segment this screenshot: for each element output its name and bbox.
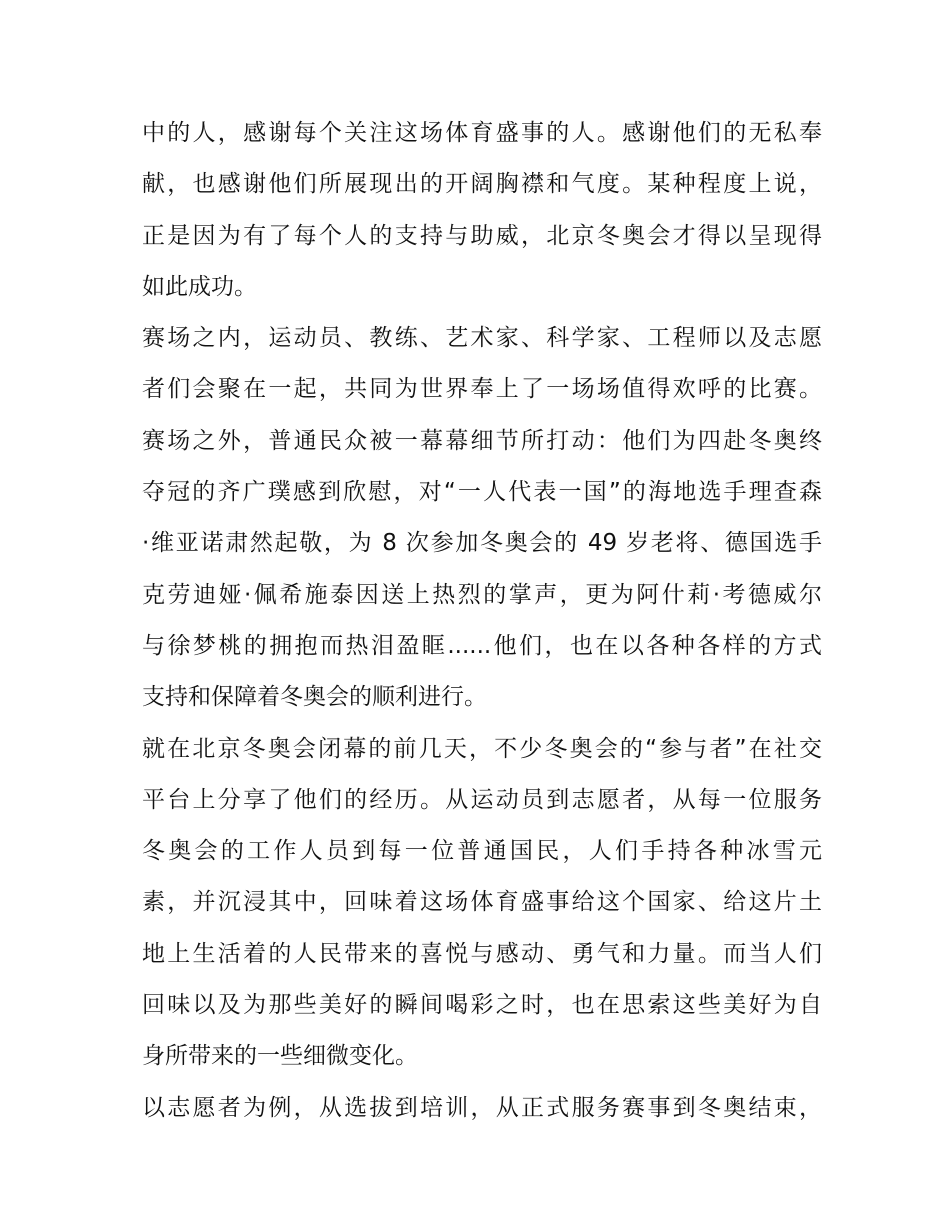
text-line: 素，并沉浸其中，回味着这场体育盛事给这个国家、给这片土: [142, 889, 822, 916]
text-line: 献，也感谢他们所展现出的开阔胸襟和气度。某种程度上说，: [142, 171, 822, 198]
text-line: 地上生活着的人民带来的喜悦与感动、勇气和力量。而当人们: [142, 940, 822, 967]
text-line: 与徐梦桃的拥抱而热泪盈眶......他们，也在以各种各样的方式: [142, 632, 822, 659]
text-line: 如此成功。: [142, 273, 257, 300]
text-line: 克劳迪娅·佩希施泰因送上热烈的掌声，更为阿什莉·考德威尔: [142, 581, 822, 608]
body-text: [142, 108, 822, 1134]
text-line: 回味以及为那些美好的瞬间喝彩之时，也在思索这些美好为自: [142, 992, 822, 1019]
text-line: 平台上分享了他们的经历。从运动员到志愿者，从每一位服务: [142, 786, 822, 813]
text-line: 支持和保障着冬奥会的顺利进行。: [142, 684, 487, 711]
text-line: 夺冠的齐广璞感到欣慰，对“一人代表一国”的海地选手理查森: [142, 479, 822, 506]
text-line: 就在北京冬奥会闭幕的前几天，不少冬奥会的“参与者”在社交: [142, 735, 822, 762]
text-line: ·维亚诺肃然起敬，为 8 次参加冬奥会的 49 岁老将、德国选手: [142, 530, 822, 557]
text-line: 冬奥会的工作人员到每一位普通国民，人们手持各种冰雪元: [142, 838, 822, 865]
text-line: 者们会聚在一起，共同为世界奉上了一场场值得欢呼的比赛。: [142, 376, 822, 403]
text-line: 身所带来的一些细微变化。: [142, 1043, 418, 1070]
text-line: 赛场之外，普通民众被一幕幕细节所打动：他们为四赴冬奥终: [142, 427, 822, 454]
text-line: 赛场之内，运动员、教练、艺术家、科学家、工程师以及志愿: [142, 325, 822, 352]
text-line: 以志愿者为例，从选拔到培训，从正式服务赛事到冬奥结束，: [142, 1094, 822, 1121]
text-line: 中的人，感谢每个关注这场体育盛事的人。感谢他们的无私奉: [142, 120, 822, 146]
text-line: 正是因为有了每个人的支持与助威，北京冬奥会才得以呈现得: [142, 222, 822, 249]
